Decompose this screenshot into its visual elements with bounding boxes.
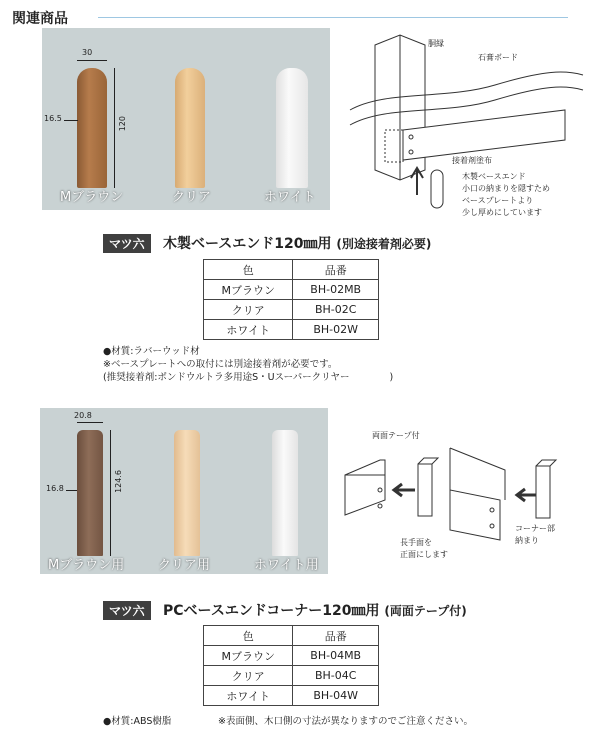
cell-color: ホワイト: [204, 320, 293, 340]
dim-height: 120: [118, 116, 127, 132]
section-title: 関連商品: [12, 11, 68, 27]
product1-note-glue: ※ベースプレートへの取付には別途接着剤が必要です。: [103, 359, 338, 370]
product2-table: [203, 625, 379, 706]
product1-title-text: 木製ベースエンド120㎜用: [163, 236, 332, 252]
dim-height-line: [110, 430, 111, 556]
brown-pc-piece: [77, 430, 103, 556]
clear-pc-piece: [174, 430, 200, 556]
diagram-label-long2: 正面にします: [400, 550, 448, 559]
dim-width-line: [77, 422, 103, 423]
photo-label-brown: Mブラウン用: [48, 558, 125, 573]
product2-brand: マツ六: [103, 601, 151, 620]
dim-width: 30: [82, 48, 93, 57]
table-row: [204, 666, 379, 686]
cell-code: BH-02W: [293, 320, 379, 340]
brown-wood-piece: [77, 68, 107, 188]
photo-label-white: ホワイト用: [254, 558, 319, 573]
table-row: [204, 300, 379, 320]
cell-color: Mブラウン: [204, 646, 293, 666]
table-row: [204, 280, 379, 300]
cell-code: BH-02C: [293, 300, 379, 320]
table-header-code: 品番: [293, 260, 379, 280]
cell-color: クリア: [204, 300, 293, 320]
product1-note-material: ●材質:ラバーウッド材: [103, 346, 200, 357]
title-rule: [98, 17, 568, 18]
table-row: [204, 320, 379, 340]
dim-height-line: [114, 68, 115, 188]
product2-title: [163, 600, 467, 620]
product1-note-recommend: (推奨接着剤:ボンドウルトラ多用途S・Uスーパークリヤー ): [103, 372, 394, 383]
photo-label-clear: クリア用: [158, 558, 211, 573]
table-header-color: 色: [204, 626, 293, 646]
cell-color: クリア: [204, 666, 293, 686]
dim-height: 124.6: [114, 470, 123, 493]
cell-code: BH-04W: [293, 686, 379, 706]
dim-depth-line: [64, 120, 78, 121]
diagram-label-desc4: 少し厚めにしています: [462, 208, 542, 217]
cell-code: BH-04C: [293, 666, 379, 686]
dim-depth-line: [66, 490, 77, 491]
diagram-label-tape: 両面テープ付: [372, 431, 420, 440]
diagram-label-corner1: コーナー部: [515, 524, 555, 533]
product2-note-caution: ※表面側、木口側の寸法が異なりますのでご注意ください。: [218, 716, 473, 727]
table-row: [204, 686, 379, 706]
white-pc-piece: [272, 430, 298, 556]
product2-note-material: ●材質:ABS樹脂: [103, 716, 172, 727]
product1-title-note: (別途接着剤必要): [336, 237, 432, 251]
diagram-label-long1: 長手面を: [400, 538, 432, 547]
diagram-label-desc2: 小口の納まりを隠すため: [462, 184, 550, 193]
diagram-label-dado: 胴縁: [428, 39, 444, 48]
product1-photo: [42, 28, 330, 210]
cell-color: ホワイト: [204, 686, 293, 706]
diagram-label-board: 石膏ボード: [478, 53, 518, 62]
diagram-label-desc1: 木製ベースエンド: [462, 172, 526, 181]
table-row: [204, 646, 379, 666]
photo-label-clear: クリア: [172, 190, 212, 205]
cell-code: BH-02MB: [293, 280, 379, 300]
dim-width-line: [77, 60, 107, 61]
cell-code: BH-04MB: [293, 646, 379, 666]
dim-depth: 16.8: [46, 484, 64, 493]
product2-photo: [40, 408, 328, 574]
dim-width: 20.8: [74, 411, 92, 420]
table-header-code: 品番: [293, 626, 379, 646]
photo-label-brown: Mブラウン: [60, 190, 124, 205]
dim-depth: 16.5: [44, 114, 62, 123]
product2-title-note: (両面テープ付): [384, 604, 467, 618]
photo-label-white: ホワイト: [264, 190, 316, 205]
diagram-label-corner2: 納まり: [515, 536, 539, 545]
product1-table: [203, 259, 379, 340]
clear-wood-piece: [175, 68, 205, 188]
white-wood-piece: [276, 68, 308, 188]
diagram-label-glue: 接着剤塗布: [452, 156, 492, 165]
cell-color: Mブラウン: [204, 280, 293, 300]
product1-brand: マツ六: [103, 234, 151, 253]
table-header-color: 色: [204, 260, 293, 280]
product1-title: [163, 233, 431, 253]
product1-note-recommend-text: (推奨接着剤:ボンドウルトラ多用途S・Uスーパークリヤー: [103, 372, 350, 383]
product2-title-text: PCベースエンドコーナー120㎜用: [163, 603, 380, 619]
diagram-label-desc3: ベースプレートより: [462, 196, 534, 205]
